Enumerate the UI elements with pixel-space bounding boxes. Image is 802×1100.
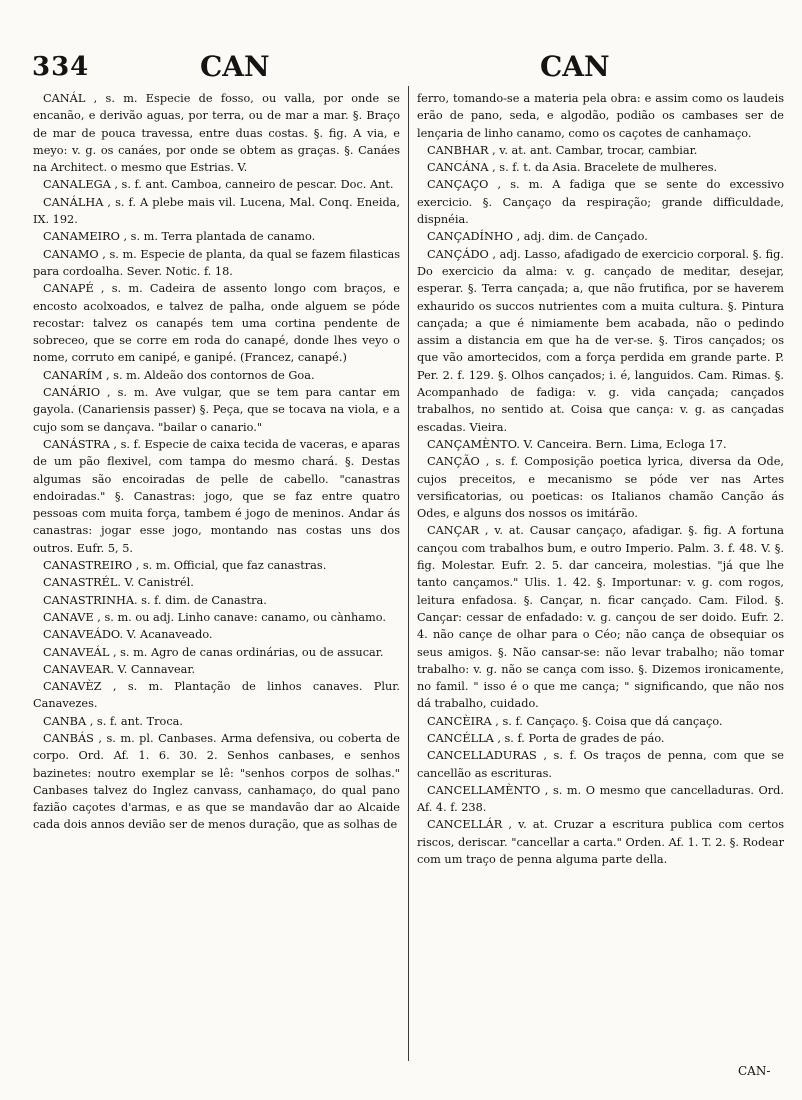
entry-canave: CANAVE , s. m. ou adj. Linho canave: canamo, ou cànhamo.: [43, 610, 386, 624]
left-running-head: CAN: [200, 50, 270, 83]
column-divider: [408, 86, 409, 1061]
catchword: CAN-: [738, 1064, 771, 1078]
entry-canarim: CANARÍM , s. m. Aldeão dos contornos de Goa.: [43, 368, 315, 382]
entry-cancar: CANÇAR , v. at. Causar cançaço, afadigar. §. fig. A fortuna cançou com trabalhos bum, e outro Imperio. Palm. 3. f. 48. V. §. fig. Molestar. Eufr. 2. 5. dar canceira, molestias. "já que lhe tanto cançamos." Ulis. 1. 42. §. Importunar: v. g. com rogos, leitura enfadosa. §. Cançar, n. ficar cançado. Cam. Filod. §. Cançar: cessar de enfadado: v. g. cançou de ser doido. Eufr. 2. 4. não cançe de olhar para o Céo; não cança de obsequiar os seus amigos. §. Não cansar-se: não levar trabalho; não tomar trabalho: v. g. não se cança com isso. §. Dizemos ironicamente, no famil. " isso é o que me cança; " significando, que não nos dá trabalho, cuidado.: [417, 524, 784, 711]
entry-cancellamento: CANCELLAMÈNTO , s. m. O mesmo que cancelladuras. Ord. Af. 4. f. 238.: [417, 783, 784, 815]
entry-cancella: CANCÉLLA , s. f. Porta de grades de páo.: [427, 731, 665, 745]
entry-cancamento: CANÇAMÈNTO. V. Canceira. Bern. Lima, Ecloga 17.: [427, 437, 727, 451]
entry-canavez: CANAVÈZ , s. m. Plantação de linhos canaves. Plur. Canavezes.: [33, 680, 400, 711]
entry-canavear: CANAVEAR. V. Cannavear.: [43, 662, 196, 676]
entry-canastrel: CANASTRÉL. V. Canistrél.: [43, 576, 194, 590]
right-running-head: CAN: [540, 50, 610, 83]
entry-canamo: CANAMO , s. m. Especie de planta, da qual se fazem filasticas para cordoalha. Sever. Notic. f. 18.: [33, 247, 400, 278]
entry-canaveal: CANAVEÁL , s. m. Agro de canas ordinárias, ou de assucar.: [43, 645, 384, 659]
entry-canaveado: CANAVEÁDO. V. Acanaveado.: [43, 628, 213, 642]
right-column: [417, 90, 784, 868]
entry-cancao: CANÇÃO , s. f. Composição poetica lyrica, diversa da Ode, cujos preceitos, e mecanismo se póde ver nas Artes versificatorias, ou poeticas: os Italianos chamão Canção ás Odes, e alguns dos nossos os imitárão.: [417, 455, 784, 521]
entry-canario: CANÁRIO , s. m. Ave vulgar, que se tem para cantar em gayola. (Canariensis passer) §. Peça, que se tocava na viola, e a cujo som se dançava. "bailar o canario.": [33, 386, 400, 434]
entry-canal: CANÁL , s. m. Especie de fosso, ou valla, por onde se encanão, e derivão aguas, por terra, ou de mar a mar. §. Braço de mar de pouca travessa, entre duas costas. §. fig. A via, e meyo: v. g. os canáes, por onde se obtem as graças. §. Canáes na Architect. o mesmo que Estrias. V.: [33, 92, 400, 175]
entry-cancana: CANCÁNA , s. f. t. da Asia. Bracelete de mulheres.: [427, 161, 718, 175]
entry-cancado: CANÇÁDO , adj. Lasso, afadigado de exercicio corporal. §. fig. Do exercicio da alma: v. g. cançado de meditar, desejar, esperar. §. Terra cançada; a, que não frutifica, por se haverem exhaurido os succos nutrientes com a muita cultura. §. Pintura cançada; a que é nimiamente bem acabada, não o pedindo assim a distancia em que ha de ver-se. §. Tiros cançados; os que vão amortecidos, com a força perdida em grande parte. P. Per. 2. f. 129. §. Olhos cançados; i. é, languidos. Cam. Rimas. §. Acompanhado de fadiga: v. g. vida cançada; cançados trabalhos, no sentido at. Coisa que cança: v. g. as cançadas escadas. Vieira.: [417, 247, 784, 434]
entry-canameiro: CANAMEIRO , s. m. Terra plantada de canamo.: [43, 230, 316, 244]
entry-canalega: CANALEGA , s. f. ant. Camboa, canneiro de pescar. Doc. Ant.: [43, 178, 394, 192]
entry-canastra: CANÁSTRA , s. f. Especie de caixa tecida de vaceras, e aparas de um pão flexivel, com tampa do mesmo chará. §. Destas algumas são encoiradas de pelle de cabello. "canastras endoiradas." §. Canastras: jogo, que se faz entre quatro pessoas com muita força, tambem é jogo de meninos. Andar ás canastras: jogar esse jogo, montando nas costas uns dos outros. Eufr. 5, 5.: [33, 437, 400, 555]
entry-cancadinho: CANÇADÍNHO , adj. dim. de Cançado.: [427, 230, 648, 244]
entry-canba: CANBA , s. f. ant. Troca.: [43, 714, 183, 728]
entry-cancelladuras: CANCELLADURAS , s. f. Os traços de penna, com que se cancellão as escrituras.: [417, 749, 784, 780]
entry-cancellar: CANCELLÁR , v. at. Cruzar a escritura publica com certos riscos, deriscar. "cancellar a carta." Orden. Af. 1. T. 2. §. Rodear com um traço de penna alguma parte della.: [417, 818, 784, 867]
entry-canbhar: CANBHAR , v. at. ant. Cambar, trocar, cambiar.: [427, 143, 698, 157]
entry-canbas-continued: ferro, tomando-se a materia pela obra: e assim como os laudeis erão de pano, seda, e algodão, podião os cambases ser de lençaria de linho canamo, como os caçotes de canhamaço.: [417, 92, 784, 140]
entry-canastrinha: CANASTRINHA. s. f. dim. de Canastra.: [43, 593, 267, 607]
entry-canastreiro: CANASTREIRO , s. m. Official, que faz canastras.: [43, 559, 327, 573]
left-column: [33, 90, 400, 834]
entry-canbas: CANBÁS , s. m. pl. Canbases. Arma defensiva, ou coberta de corpo. Ord. Af. 1. 6. 30. 2. Senhos canbases, e senhos bazinetes: noutro exemplar se lê: "senhos corpos de solhas." Canbases talvez do Inglez canvass, canhamaço, do qual pano fazião caçotes d'armas, e as que se mandavão dar ao Alcaide cada dois annos devião ser de menos duração, que as solhas de: [33, 731, 400, 832]
entry-canape: CANAPÉ , s. m. Cadeira de assento longo com braços, e encosto acolxoados, e talvez de palha, onde alguem se póde recostar: talvez os canapés tem uma cortina pendente de sobreceo, que se corre em roda do canapé, donde lhes veyo o nome, corruto em canipé, e ganipé. (Francez, canapé.): [33, 282, 400, 365]
page-number: 334: [32, 52, 90, 82]
entry-cancaco: CANÇAÇO , s. m. A fadiga que se sente do excessivo exercicio. §. Cançaço da respiração; grande difficuldade, dispnéia.: [417, 178, 784, 227]
entry-canceira: CANCÈIRA , s. f. Cançaço. §. Coisa que dá cançaço.: [427, 714, 723, 728]
entry-canalha: CANÁLHA , s. f. A plebe mais vil. Lucena, Mal. Conq. Eneida, IX. 192.: [33, 195, 400, 227]
